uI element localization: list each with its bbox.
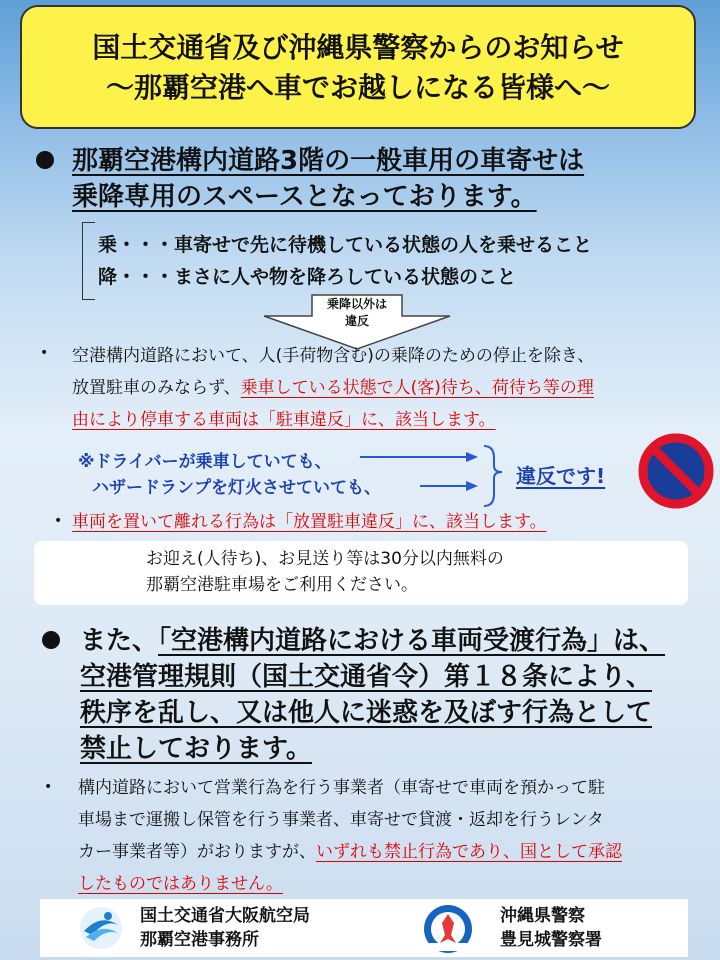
section2-para-line2: 車場まで運搬し保管を行う事業者、車寄せで貸渡・返却を行うレンタ [78, 810, 604, 830]
bullet-dot-2 [42, 631, 60, 649]
police-logo-icon [422, 903, 474, 955]
section1-heading-line1: 那覇空港構内道路3階の一般車用の車寄せは [72, 146, 585, 176]
section2-heading-line4: 禁止しております。 [80, 734, 312, 764]
no-parking-sign-icon [637, 432, 715, 510]
section2-para-line4: したものではありません。 [78, 874, 284, 894]
section2-heading-line1: また、「空港構内道路における車両受渡行為」は、 [80, 626, 666, 656]
section1-heading-line2: 乗降専用のスペースとなっております。 [72, 182, 537, 212]
org1-line2: 那覇空港事務所 [140, 930, 259, 950]
parking-info-box [34, 541, 688, 605]
violation-label: 違反です! [516, 464, 606, 488]
org1-line1: 国土交通省大阪航空局 [140, 906, 310, 926]
title-line-1: 国土交通省及び沖縄県警察からのお知らせ [92, 31, 624, 64]
parking-info-line1: お迎え(人待ち)、お見送り等は30分以内無料の [146, 549, 504, 569]
bullet-dot-1 [36, 151, 54, 169]
small-bullet-1: • [40, 345, 49, 361]
parking-info-line2: 那覇空港駐車場をご利用ください。 [146, 575, 418, 595]
org2-line1: 沖縄県警察 [500, 906, 585, 926]
definition-bracket [82, 222, 95, 300]
section1-para-line2: 放置駐車のみならず、乗車している状態で人(客)待ち、荷待ち等の理 [72, 378, 594, 398]
note-line-1: ※ドライバーが乗車していても、 [78, 452, 332, 472]
small-bullet-3: • [44, 779, 53, 795]
definition-board: 乗・・・車寄せで先に待機している状態の人を乗せること [98, 234, 593, 256]
title-banner [20, 5, 696, 129]
section2-para-line3: カー事業者等）がおりますが、いずれも禁止行為であり、国として承認 [78, 842, 622, 862]
org2-line2: 豊見城警察署 [500, 930, 602, 950]
note-arrows-icon [360, 444, 510, 510]
section1-para-line3: 由により停車する車両は「駐車違反」に、該当します。 [72, 410, 496, 430]
section2-para-line1: 構内道路において営業行為を行う事業者（車寄せで車両を預かって駐 [78, 778, 605, 798]
arrow-label: 乗降以外は 違反 [326, 297, 387, 328]
section1-para-line1: 空港構内道路において、人(手荷物含む)の乗降のための停止を除き、 [72, 346, 595, 366]
section2-heading-line3: 秩序を乱し、又は他人に迷惑を及ぼす行為として [80, 698, 653, 728]
note-line-2: ハザードランプを灯火させていても、 [92, 478, 381, 498]
definition-alight: 降・・・まさに人や物を降ろしている状態のこと [98, 266, 517, 288]
mlit-logo-icon [78, 905, 124, 951]
section1-bullet2: 車両を置いて離れる行為は「放置駐車違反」に、該当します。 [72, 512, 547, 532]
title-line-2: ～那覇空港へ車でお越しになる皆様へ～ [105, 71, 610, 104]
footer-bar [40, 899, 688, 957]
small-bullet-2: • [54, 513, 63, 529]
section2-heading-line2: 空港管理規則（国土交通省令）第１８条により、 [80, 662, 653, 692]
